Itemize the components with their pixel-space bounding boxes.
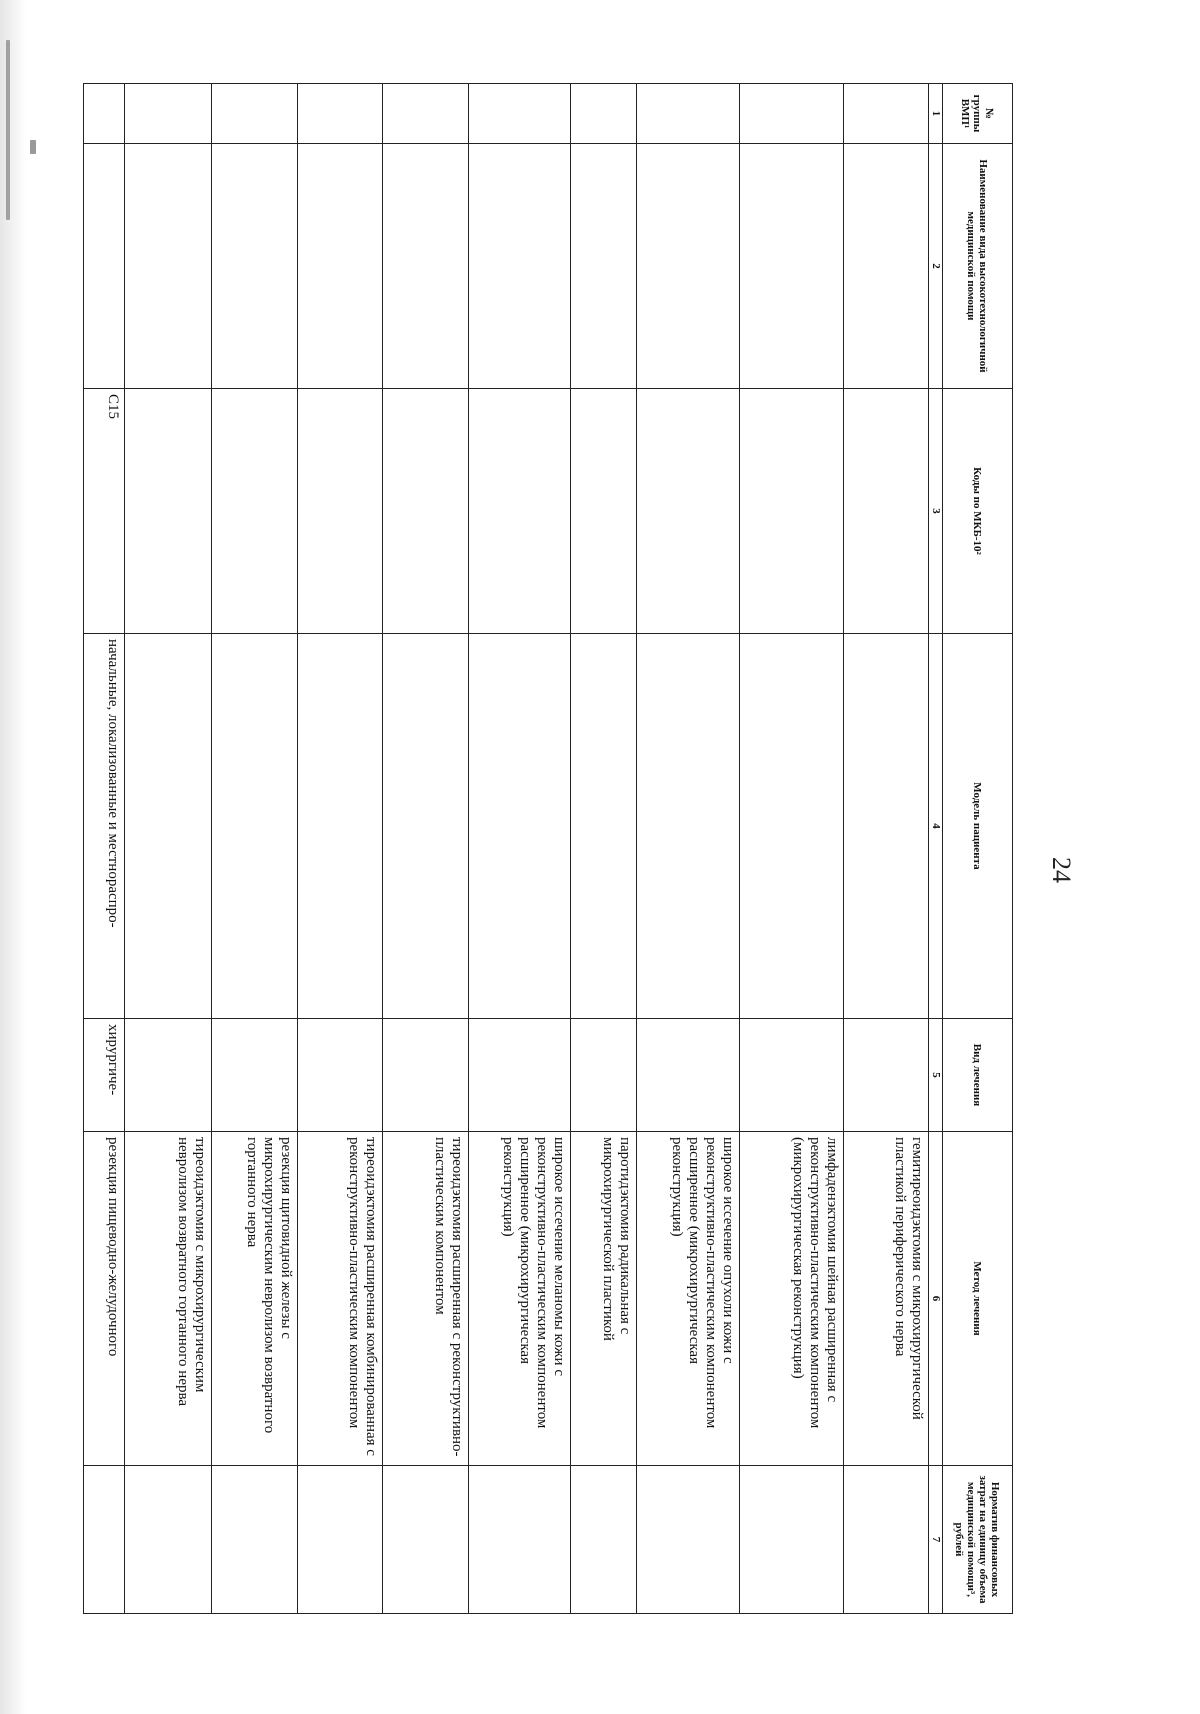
cell-name xyxy=(297,144,382,389)
table-row xyxy=(383,84,468,1614)
cell-patient-model xyxy=(571,634,637,1019)
page-number: 24 xyxy=(1047,857,1076,883)
cell-treatment-type xyxy=(637,1019,740,1132)
cell-cost-norm xyxy=(124,1466,212,1614)
cell-group-no xyxy=(124,84,212,144)
cell-codes: C15 xyxy=(84,389,125,634)
column-number: 4 xyxy=(929,634,943,1019)
cell-patient-model xyxy=(739,634,843,1019)
cell-codes xyxy=(468,389,571,634)
cell-cost-norm xyxy=(468,1466,571,1614)
cell-patient-model xyxy=(637,634,740,1019)
cell-name xyxy=(571,144,637,389)
table-row xyxy=(84,84,125,1614)
cell-treatment-method: тиреоидэктомия расширенная с реконструктивно-пластическим компонентом xyxy=(383,1132,468,1466)
header-treatment-type: Вид лечения xyxy=(943,1019,1013,1132)
scan-edge-shadow xyxy=(0,0,26,1714)
scan-artifact xyxy=(30,140,36,154)
header-group-no: № группы ВМП¹ xyxy=(943,84,1013,144)
table-row xyxy=(637,84,740,1614)
table-row xyxy=(468,84,571,1614)
column-number-row xyxy=(929,84,943,1614)
cell-name xyxy=(124,144,212,389)
cell-codes xyxy=(212,389,297,634)
cell-cost-norm xyxy=(739,1466,843,1614)
column-number: 3 xyxy=(929,389,943,634)
cell-treatment-method: тиреоидэктомия расширенная комбинированная с реконструктивно-пластическим компонентом xyxy=(297,1132,382,1466)
cell-cost-norm xyxy=(637,1466,740,1614)
cell-treatment-type xyxy=(739,1019,843,1132)
cell-group-no xyxy=(739,84,843,144)
cell-name xyxy=(468,144,571,389)
column-number: 7 xyxy=(929,1466,943,1614)
cell-group-no xyxy=(571,84,637,144)
cell-group-no xyxy=(843,84,928,144)
header-codes: Коды по МКБ-10² xyxy=(943,389,1013,634)
cell-treatment-method: лимфаденэктомия шейная расширенная с реконструктивно-пластическим компонентом (микрохирургическая реконструкция) xyxy=(739,1132,843,1466)
table-row xyxy=(843,84,928,1614)
scan-artifact xyxy=(6,40,10,220)
cell-treatment-type xyxy=(468,1019,571,1132)
table-row xyxy=(571,84,637,1614)
cell-treatment-type xyxy=(571,1019,637,1132)
cell-codes xyxy=(124,389,212,634)
header-cost-norm: Норматив финансовых затрат на единицу объема медицинской помощи³, рублей xyxy=(943,1466,1013,1614)
table-row xyxy=(212,84,297,1614)
cell-codes xyxy=(637,389,740,634)
cell-cost-norm xyxy=(297,1466,382,1614)
cell-group-no xyxy=(84,84,125,144)
cell-group-no xyxy=(468,84,571,144)
cell-patient-model: начальные, локализованные и местнораспро- xyxy=(84,634,125,1019)
cell-codes xyxy=(843,389,928,634)
table-row xyxy=(297,84,382,1614)
cell-patient-model xyxy=(124,634,212,1019)
column-number: 2 xyxy=(929,144,943,389)
cell-patient-model xyxy=(383,634,468,1019)
cell-codes xyxy=(297,389,382,634)
cell-cost-norm xyxy=(571,1466,637,1614)
header-treatment-method: Метод лечения xyxy=(943,1132,1013,1466)
cell-patient-model xyxy=(468,634,571,1019)
cell-treatment-method: гемитиреоидэктомия с микрохирургической пластикой периферического нерва xyxy=(843,1132,928,1466)
cell-name xyxy=(383,144,468,389)
table-rotator xyxy=(83,83,1013,1613)
table-frame xyxy=(83,83,1013,1613)
column-number: 1 xyxy=(929,84,943,144)
cell-treatment-method: паротидэктомия радикальная с микрохирургической пластикой xyxy=(571,1132,637,1466)
cell-treatment-type xyxy=(843,1019,928,1132)
cell-cost-norm xyxy=(212,1466,297,1614)
cell-treatment-method: резекция щитовидной железы с микрохирургическим невролизом возвратного гортанного нерва xyxy=(212,1132,297,1466)
cell-codes xyxy=(383,389,468,634)
column-number: 5 xyxy=(929,1019,943,1132)
cell-name xyxy=(739,144,843,389)
cell-treatment-type xyxy=(297,1019,382,1132)
cell-treatment-method: широкое иссечение меланомы кожи с реконструктивно-пластическим компонентом расширенное (микрохирургическая реконструкция) xyxy=(468,1132,571,1466)
table-row xyxy=(124,84,212,1614)
header-name: Наименование вида высокотехнологичной медицинской помощи xyxy=(943,144,1013,389)
cell-patient-model xyxy=(843,634,928,1019)
cell-treatment-method: тиреоидэктомия с микрохирургическим невролизом возвратного гортанного нерва xyxy=(124,1132,212,1466)
header-patient-model: Модель пациента xyxy=(943,634,1013,1019)
cell-treatment-type xyxy=(124,1019,212,1132)
cell-treatment-method: резекция пищеводно-желудочного xyxy=(84,1132,125,1466)
cell-name xyxy=(843,144,928,389)
cell-cost-norm xyxy=(843,1466,928,1614)
cell-treatment-type: хирургиче- xyxy=(84,1019,125,1132)
cell-codes xyxy=(571,389,637,634)
cell-cost-norm xyxy=(383,1466,468,1614)
header-row xyxy=(943,84,1013,1614)
column-number: 6 xyxy=(929,1132,943,1466)
cell-treatment-method: широкое иссечение опухоли кожи с реконструктивно-пластическим компонентом расширенное (микрохирургическая реконструкция) xyxy=(637,1132,740,1466)
cell-treatment-type xyxy=(212,1019,297,1132)
cell-patient-model xyxy=(297,634,382,1019)
cell-group-no xyxy=(297,84,382,144)
cell-group-no xyxy=(383,84,468,144)
cell-group-no xyxy=(637,84,740,144)
vmp-table xyxy=(83,83,1013,1614)
table-row xyxy=(739,84,843,1614)
cell-name xyxy=(637,144,740,389)
cell-cost-norm xyxy=(84,1466,125,1614)
cell-patient-model xyxy=(212,634,297,1019)
cell-group-no xyxy=(212,84,297,144)
cell-name xyxy=(84,144,125,389)
cell-name xyxy=(212,144,297,389)
cell-codes xyxy=(739,389,843,634)
cell-treatment-type xyxy=(383,1019,468,1132)
